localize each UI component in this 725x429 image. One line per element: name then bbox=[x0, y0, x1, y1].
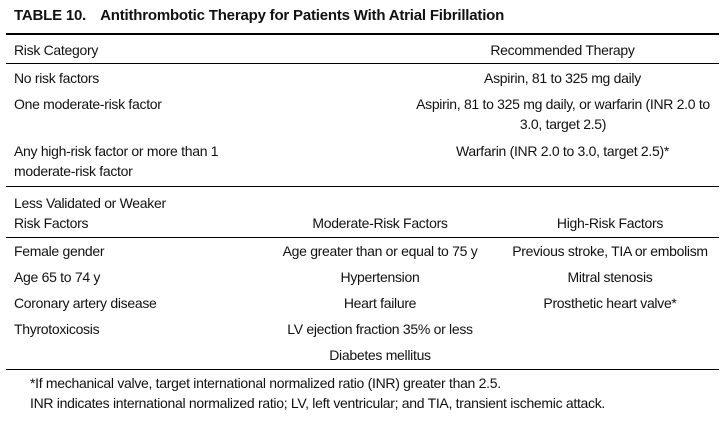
s2-row2-col3: Mitral stenosis bbox=[567, 269, 653, 285]
header-less-validated: Less Validated or Weaker Risk Factors bbox=[14, 195, 166, 231]
s2-row4-col1: Thyrotoxicosis bbox=[14, 321, 100, 337]
s2-row1-col1: Female gender bbox=[14, 243, 105, 259]
table-title-text: Antithrombotic Therapy for Patients With Atrial Fibrillation bbox=[100, 7, 505, 24]
s1-row1-therapy: Aspirin, 81 to 325 mg daily bbox=[484, 70, 641, 86]
s2-row3-col1: Coronary artery disease bbox=[14, 295, 157, 311]
s2-row1-col3: Previous stroke, TIA or embolism bbox=[512, 243, 708, 259]
s1-row3-category: Any high-risk factor or more than 1 moderate-risk factor bbox=[14, 143, 219, 179]
footnote-abbreviations: INR indicates international normalized ratio; LV, left ventricular; and TIA, transient ischemic attack. bbox=[30, 395, 606, 411]
s2-row1-col2: Age greater than or equal to 75 y bbox=[282, 243, 478, 259]
header-moderate-risk: Moderate-Risk Factors bbox=[312, 215, 448, 231]
s1-row1-category: No risk factors bbox=[14, 70, 99, 86]
s2-row3-col2: Heart failure bbox=[343, 295, 417, 311]
header-rule-1 bbox=[6, 63, 719, 64]
header-rule-2 bbox=[6, 237, 719, 238]
s1-row2-therapy: Aspirin, 81 to 325 mg daily, or warfarin (INR 2.0 to 3.0, target 2.5) bbox=[416, 96, 710, 132]
s2-row5-col2: Diabetes mellitus bbox=[329, 347, 431, 363]
s2-row4-col2: LV ejection fraction 35% or less bbox=[287, 321, 473, 337]
table-title bbox=[14, 7, 504, 24]
s2-row3-col3: Prosthetic heart valve* bbox=[543, 295, 677, 311]
s1-row2-category: One moderate-risk factor bbox=[14, 96, 162, 112]
s1-row3-therapy: Warfarin (INR 2.0 to 3.0, target 2.5)* bbox=[456, 143, 669, 159]
header-high-risk: High-Risk Factors bbox=[556, 215, 664, 231]
bottom-rule bbox=[6, 369, 719, 370]
header-risk-category: Risk Category bbox=[14, 42, 99, 58]
footnote-mechanical-valve: *If mechanical valve, target international normalized ratio (INR) greater than 2.5. bbox=[30, 375, 501, 391]
s2-row2-col1: Age 65 to 74 y bbox=[14, 269, 101, 285]
header-recommended-therapy: Recommended Therapy bbox=[490, 42, 635, 58]
s2-row2-col2: Hypertension bbox=[340, 269, 420, 285]
table-number: TABLE 10. bbox=[14, 7, 87, 24]
section-divider bbox=[6, 186, 719, 187]
top-rule bbox=[6, 33, 719, 35]
